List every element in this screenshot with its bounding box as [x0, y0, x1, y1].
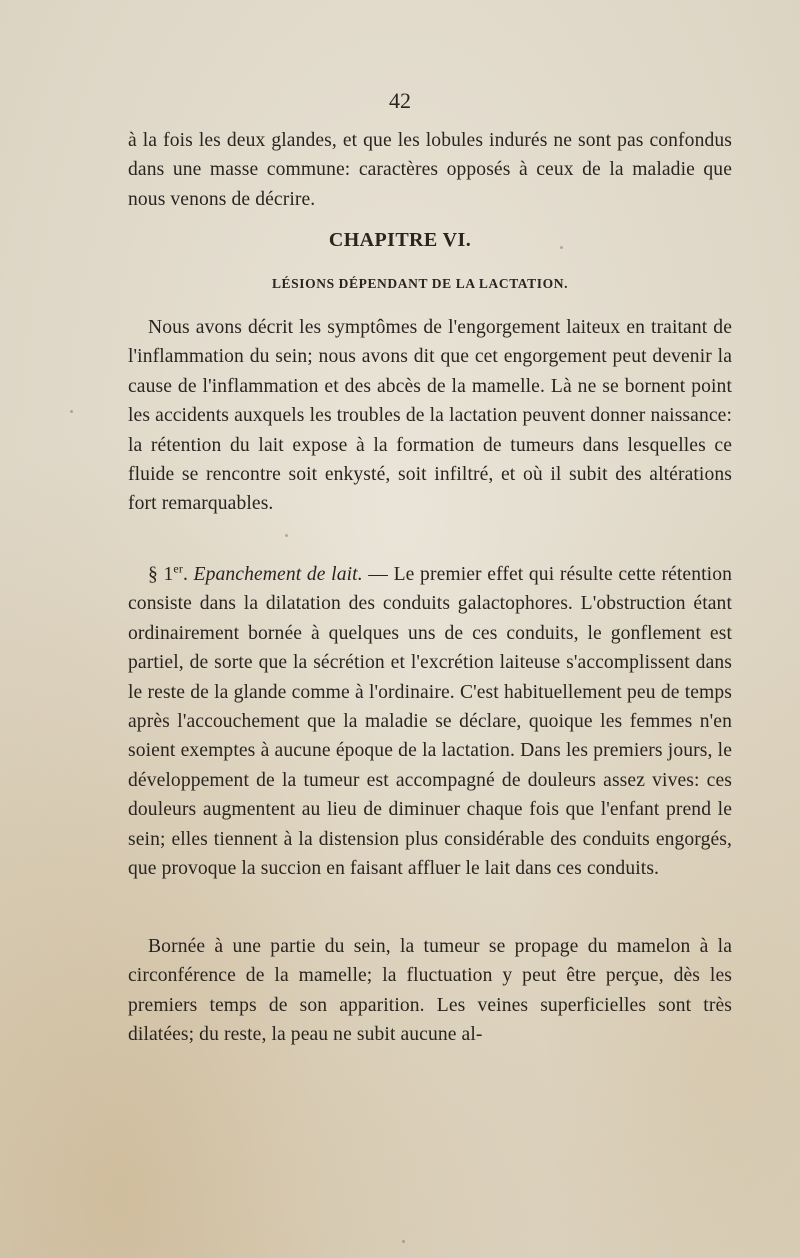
section-superscript: er: [173, 561, 183, 576]
paragraph-1: Nous avons décrit les symptômes de l'engorgement laiteux en traitant de l'inflammation du sein; nous avons dit que cet engorgement peut devenir la cause de l'inflammation et des abcès de la mamelle. Là ne se bornent point les accidents auxquels les troubles de la lactation peuvent donner naissance: la rétention du lait expose à la formation de tumeurs dans lesquelles ce fluide se rencontre soit enkysté, soit infiltré, et où il subit des altérations fort remarquables.: [128, 317, 732, 515]
paragraph-block-2: [128, 560, 732, 883]
section-mark: § 1: [148, 564, 174, 585]
section-title: Epanchement de lait.: [193, 564, 363, 585]
paragraph-2: § 1er. Epanchement de lait. — Le premier effet qui résulte cette rétention consiste dans la dilatation des conduits galactophores. L'obstruction étant ordinairement bornée à quelques uns de ces conduits, le gonflement est partiel, de sorte que la sécrétion et l'excrétion laiteuse s'accomplissent dans le reste de la glande comme à l'ordinaire. C'est habituellement peu de temps après l'accouchement que la maladie se déclare, quoique les femmes n'en soient exemptes à aucune époque de la lactation. Dans les premiers jours, le développement de la tumeur est accompagné de douleurs assez vives: ces douleurs augmentent au lieu de diminuer chaque fois que l'enfant prend le sein; elles tiennent à la distension plus considérable des conduits engorgés, que provoque la succion en faisant affluer le lait dans ces conduits.: [128, 561, 732, 880]
intro-paragraph: à la fois les deux glandes, et que les lobules indurés ne sont pas confondus dans une masse commune: caractères opposés à ceux de la maladie que nous venons de décrire.: [128, 130, 732, 210]
page-number: 42: [389, 88, 411, 113]
paragraph-block-3: [128, 932, 732, 1050]
paragraph-3: Bornée à une partie du sein, la tumeur se propage du mamelon à la circonférence de la mamelle; la fluctuation y peut être perçue, dès les premiers temps de son apparition. Les veines superficielles sont très dilatées; du reste, la peau ne subit aucune al-: [128, 936, 732, 1046]
chapter-title: CHAPITRE VI.: [328, 229, 472, 251]
paper-speck: [70, 410, 73, 413]
intro-block: [128, 126, 732, 214]
paper-speck: [402, 1240, 405, 1243]
paragraph-block-1: [128, 313, 732, 519]
paragraph-2-body: — Le premier effet qui résulte cette rétention consiste dans la dilatation des conduits galactophores. L'obstruction étant ordinairement bornée à quelques uns de ces conduits, le gonflement est partiel, de sorte que la sécrétion et l'excrétion laiteuse s'accomplissent dans le reste de la glande comme à l'ordinaire. C'est habituellement peu de temps après l'accouchement que la maladie se déclare, quoique les femmes n'en soient exemptes à aucune époque de la lactation. Dans les premiers jours, le développement de la tumeur est accompagné de douleurs assez vives: ces douleurs augmentent au lieu de diminuer chaque fois que l'enfant prend le sein; elles tiennent à la distension plus considérable des conduits engorgés, que provoque la succion en faisant affluer le lait dans ces conduits.: [128, 564, 732, 880]
chapter-subtitle: LÉSIONS DÉPENDANT DE LA LACTATION.: [271, 276, 569, 291]
paper-speck: [560, 246, 563, 249]
paper-speck: [285, 534, 288, 537]
